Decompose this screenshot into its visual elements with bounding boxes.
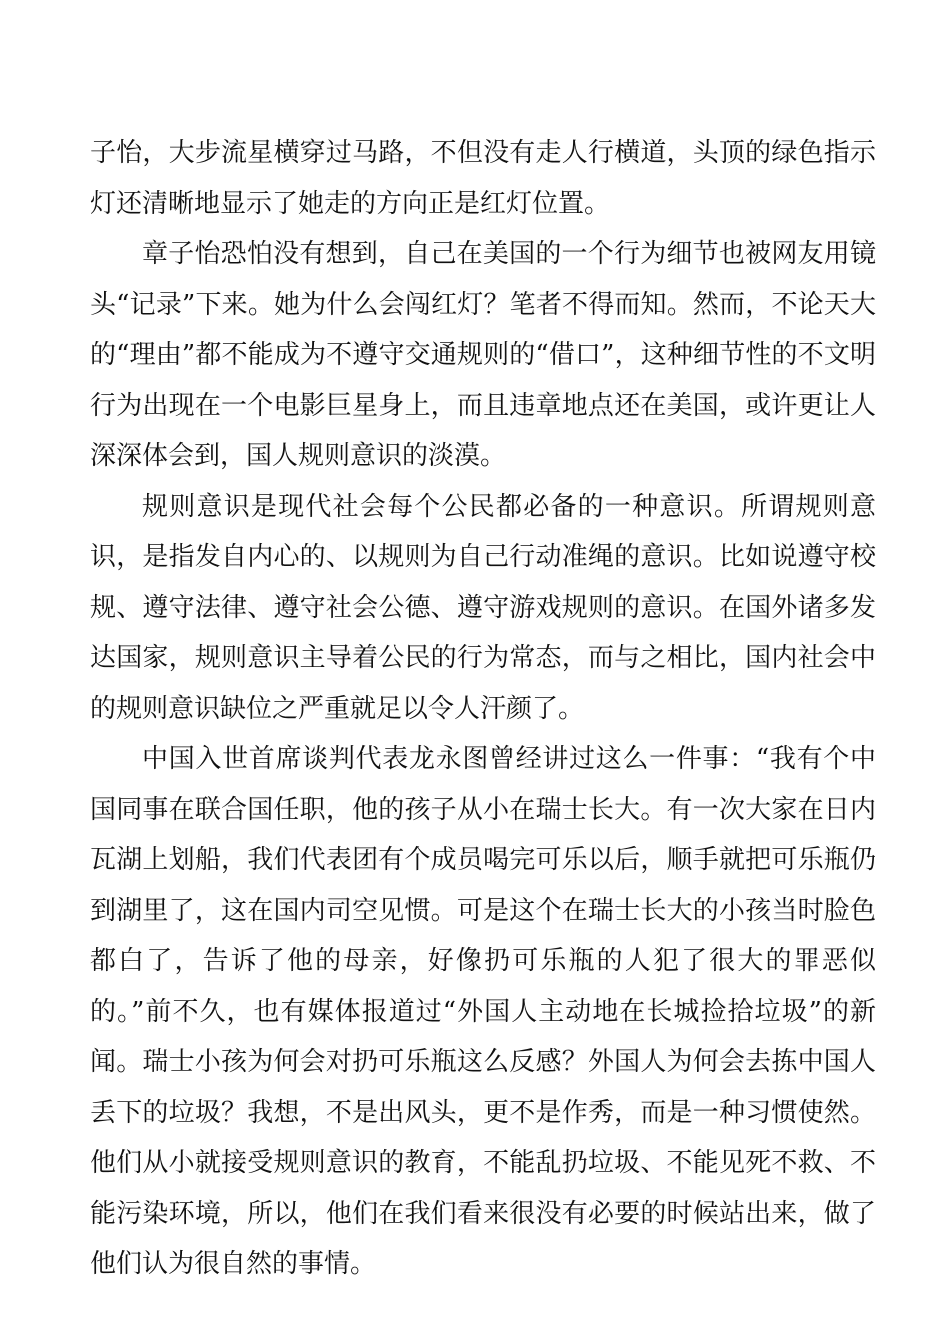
paragraph: 章子怡恐怕没有想到，自己在美国的一个行为细节也被网友用镜头“记录”下来。她为什么会闯红灯？笔者不得而知。然而，不论天大的“理由”都不能成为不遵守交通规则的“借口”，这种细节性的不文明行为出现在一个电影巨星身上，而且违章地点还在美国，或许更让人深深体会到，国人规则意识的淡漠。 xyxy=(90,239,876,471)
paragraph: 规则意识是现代社会每个公民都必备的一种意识。所谓规则意识，是指发自内心的、以规则为自己行动准绳的意识。比如说遵守校规、遵守法律、遵守社会公德、遵守游戏规则的意识。在国外诸多发达国家，规则意识主导着公民的行为常态，而与之相比，国内社会中的规则意识缺位之严重就足以令人汗颜了。 xyxy=(90,491,876,724)
document-body xyxy=(90,128,876,1290)
paragraph: 中国入世首席谈判代表龙永图曾经讲过这么一件事：“我有个中国同事在联合国任职，他的孩子从小在瑞士长大。有一次大家在日内瓦湖上划船，我们代表团有个成员喝完可乐以后，顺手就把可乐瓶仍到湖里了，这在国内司空见惯。可是这个在瑞士长大的小孩当时脸色都白了，告诉了他的母亲，好像扔可乐瓶的人犯了很大的罪恶似的。”前不久，也有媒体报道过“外国人主动地在长城捡拾垃圾”的新闻。瑞士小孩为何会对扔可乐瓶这么反感？外国人为何会去拣中国人丢下的垃圾？我想，不是出风头，更不是作秀，而是一种习惯使然。他们从小就接受规则意识的教育，不能乱扔垃圾、不能见死不救、不能污染环境，所以，他们在我们看来很没有必要的时候站出来，做了他们认为很自然的事情。 xyxy=(90,744,876,1279)
paragraph-continuation: 子怡，大步流星横穿过马路，不但没有走人行横道，头顶的绿色指示灯还清晰地显示了她走的方向正是红灯位置。 xyxy=(90,138,876,219)
